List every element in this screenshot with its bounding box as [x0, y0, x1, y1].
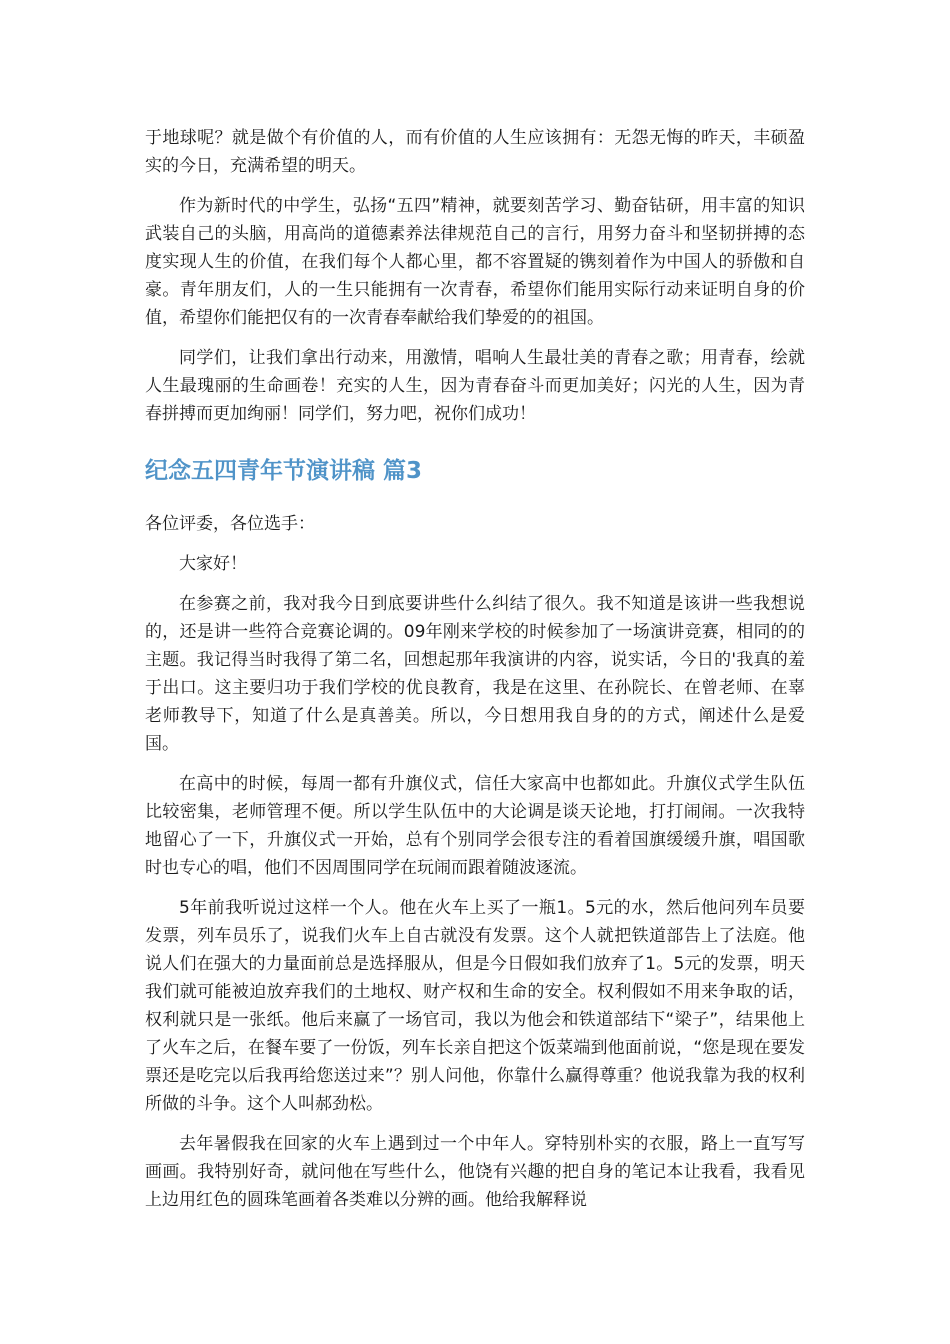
paragraph-continued: 于地球呢？就是做个有价值的人，而有价值的人生应该拥有：无怨无悔的昨天，丰硕盈实的今日，充满希望的明天。: [145, 128, 805, 176]
paragraph: 在参赛之前，我对我今日到底要讲些什么纠结了很久。我不知道是该讲一些我想说的，还是讲一些符合竞赛论调的。09年刚来学校的时候参加了一场演讲竞赛，相同的的主题。我记得当时我得了第二名，回想起那年我演讲的内容，说实话，今日的'我真的羞于出口。这主要归功于我们学校的优良教育，我是在这里、在孙院长、在曾老师、在辜老师教导下，知道了什么是真善美。所以，今日想用我自身的的方式，阐述什么是爱国。: [145, 594, 805, 754]
salutation: 各位评委，各位选手：: [145, 514, 315, 534]
paragraph: 在高中的时候，每周一都有升旗仪式，信任大家高中也都如此。升旗仪式学生队伍比较密集，老师管理不便。所以学生队伍中的大论调是谈天论地，打打闹闹。一次我特地留心了一下，升旗仪式一开始，总有个别同学会很专注的看着国旗缓缓升旗，唱国歌时也专心的唱，他们不因周围同学在玩闹而跟着随波逐流。: [145, 774, 805, 878]
paragraph: 同学们，让我们拿出行动来，用激情，唱响人生最壮美的青春之歌；用青春，绘就人生最瑰丽的生命画卷！充实的人生，因为青春奋斗而更加美好；闪光的人生，因为青春拼搏而更加绚丽！同学们，努力吧，祝你们成功！: [145, 348, 805, 424]
paragraph: 作为新时代的中学生，弘扬“五四”精神，就要刻苦学习、勤奋钻研，用丰富的知识武装自己的头脑，用高尚的道德素养法律规范自己的言行，用努力奋斗和坚韧拼搏的态度实现人生的价值，在我们每个人都心里，都不容置疑的镌刻着作为中国人的骄傲和自豪。青年朋友们，人的一生只能拥有一次青春，希望你们能用实际行动来证明自身的价值，希望你们能把仅有的一次青春奉献给我们挚爱的的祖国。: [145, 196, 805, 328]
paragraph: 5年前我听说过这样一个人。他在火车上买了一瓶1。5元的水，然后他问列车员要发票，列车员乐了，说我们火车上自古就没有发票。这个人就把铁道部告上了法庭。他说人们在强大的力量面前总是选择服从，但是今日假如我们放弃了1。5元的发票，明天我们就可能被迫放弃我们的土地权、财产权和生命的安全。权利假如不用来争取的话，权利就只是一张纸。他后来赢了一场官司，我以为他会和铁道部结下“梁子”，结果他上了火车之后，在餐车要了一份饭，列车长亲自把这个饭菜端到他面前说，“您是现在要发票还是吃完以后我再给您送过来”？别人问他，你靠什么赢得尊重？他说我靠为我的权利所做的斗争。这个人叫郝劲松。: [145, 898, 805, 1114]
section-heading: 纪念五四青年节演讲稿 篇3: [145, 458, 423, 484]
paragraph-greeting: 大家好！: [179, 554, 247, 574]
paragraph: 去年暑假我在回家的火车上遇到过一个中年人。穿特别朴实的衣服，路上一直写写画画。我特别好奇，就问他在写些什么，他饶有兴趣的把自身的笔记本让我看，我看见上边用红色的圆珠笔画着各类难以分辨的画。他给我解释说: [145, 1134, 805, 1210]
document-body: [145, 124, 805, 1226]
